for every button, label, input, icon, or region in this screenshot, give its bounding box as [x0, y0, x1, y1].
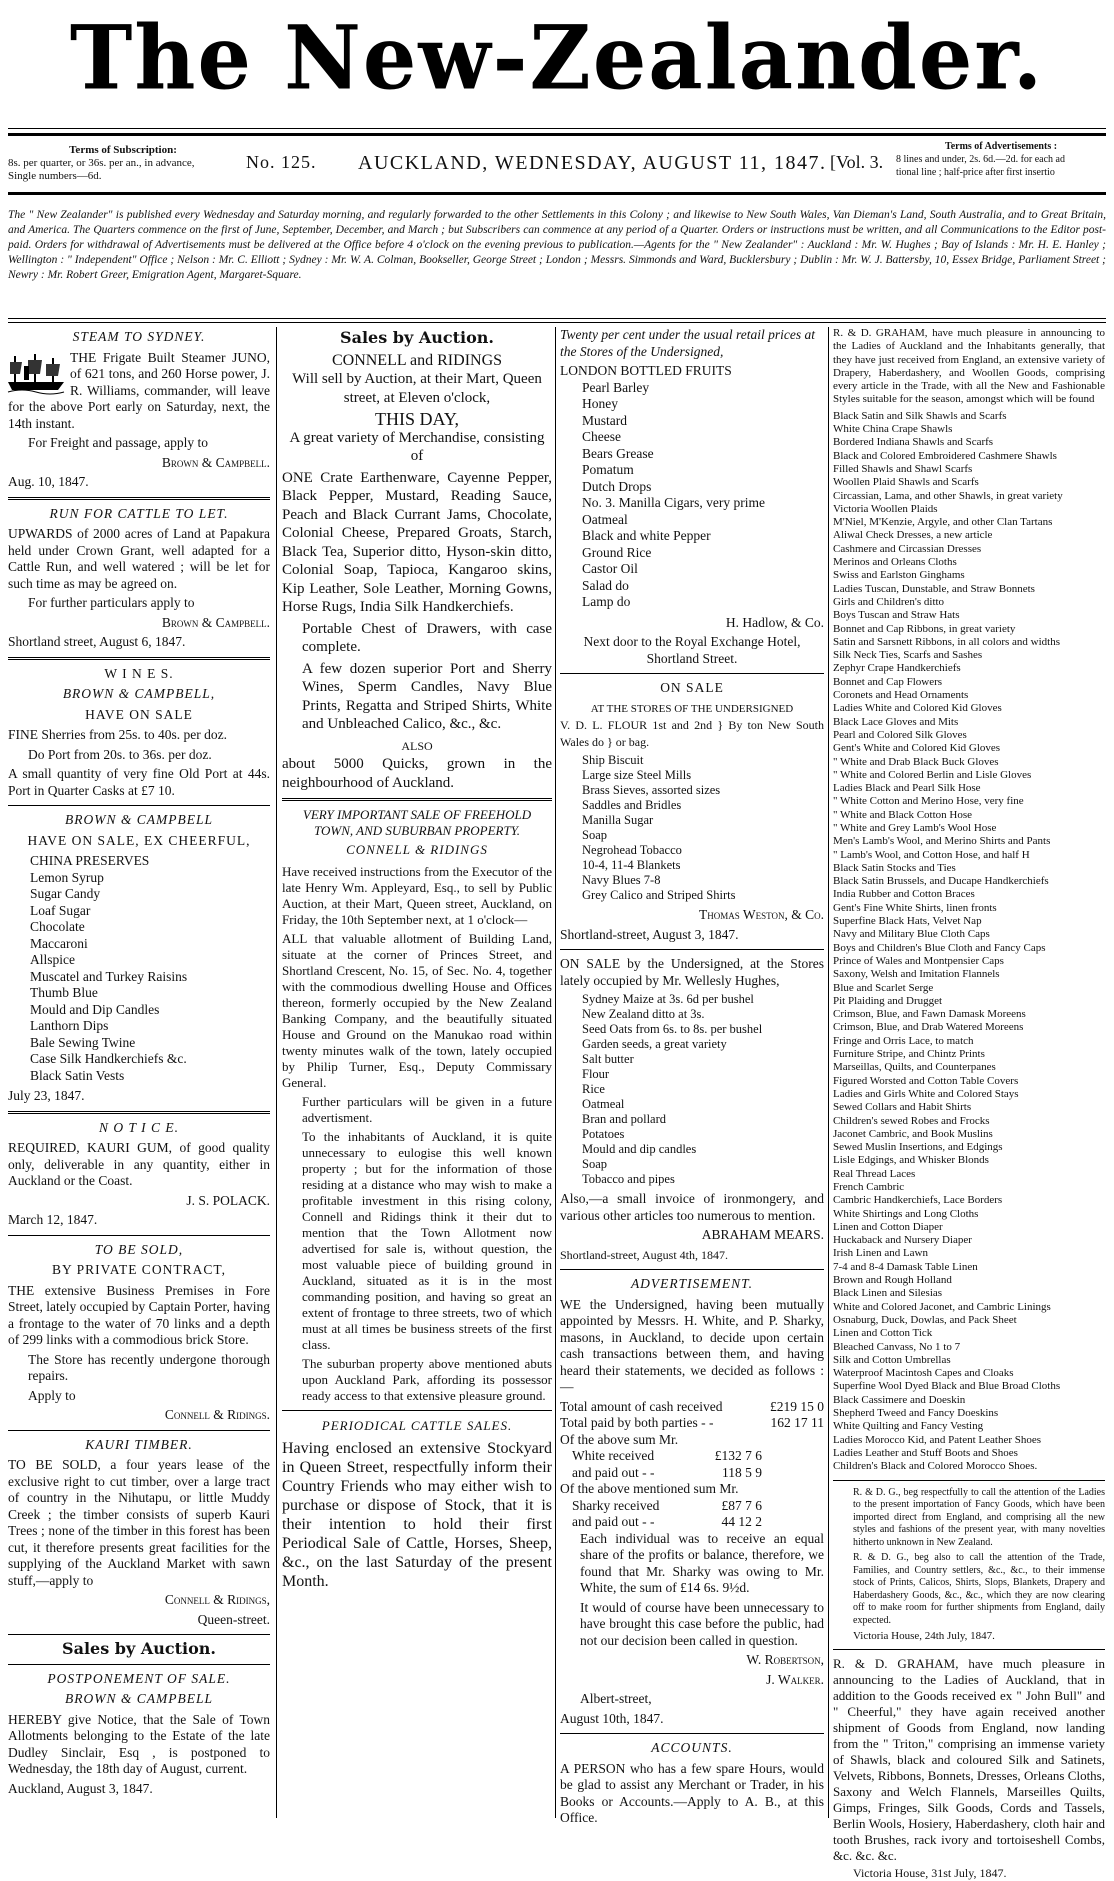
- adv-would: It would of course have been unnecessary to have brought this case before the public, had not our decision been called in question.: [580, 1599, 824, 1648]
- date: Victoria House, 31st July, 1847.: [853, 1866, 1007, 1881]
- heading: TO BE SOLD,: [94, 1241, 184, 1257]
- firm-name: BROWN & CAMPBELL,: [62, 686, 216, 701]
- list-item: 7-4 and 8-4 Damask Table Linen: [833, 1260, 978, 1273]
- weston-list: [560, 753, 824, 903]
- graham-intro: R. & D. GRAHAM, have much pleasure in announcing to the Ladies of Auckland and the Inhabitants generally, that they have just received from England, an extensive variety of Drapery, Haberdashery, and Woollen Goods, comprising every article in the Trade, with all the New and Fashionable Styles suitable for the season, amongst which will be found: [833, 327, 1105, 406]
- rule-columns-2: [8, 322, 1106, 323]
- address: Albert-street,: [580, 1691, 652, 1706]
- account-label: Sharky received: [572, 1497, 660, 1513]
- separator: [8, 1111, 270, 1114]
- list-item: Ship Biscuit: [582, 753, 644, 767]
- advertisement-line: 8 lines and under, 2s. 6d.—2d. for each ad: [896, 154, 1065, 165]
- list-item: Silk Neck Ties, Scarfs and Sashes: [833, 649, 983, 662]
- vip-text: [282, 864, 552, 1404]
- subheading: HAVE ON SALE: [85, 706, 193, 722]
- list-item: Potatoes: [582, 1127, 625, 1141]
- date: March 12, 1847.: [8, 1212, 98, 1227]
- hadlow-list: [560, 380, 824, 611]
- subscription-terms: [8, 144, 238, 183]
- column-divider: [555, 327, 556, 1818]
- list-item: Gent's Fine White Shirts, linen fronts: [833, 901, 997, 914]
- separator: [8, 657, 270, 660]
- cattle-body: Having enclosed an extensive Stockyard in Queen Street, respectfully inform their Country Friends who may either wish to purchase or dispose of Stock, that it is their intention to hold their first Periodical Sale of Cattle, Horses, Sheep, &c., on the last Saturday of the present Month.: [282, 1440, 552, 1590]
- list-item: Bonnet and Cap Ribbons, in great variety: [833, 622, 1016, 635]
- notice-body: REQUIRED, KAURI GUM, of good quality only, deliverable in any quantity, either in Auckland or the Coast.: [8, 1140, 270, 1188]
- list-item: Oatmeal: [582, 1097, 625, 1111]
- list-item: Navy and Military Blue Cloth Caps: [833, 928, 990, 941]
- subscription-title: Terms of Subscription:: [69, 144, 177, 156]
- rule-top: [8, 128, 1106, 129]
- list-item: Saddles and Bridles: [582, 798, 682, 812]
- list-item: Swiss and Earlston Ginghams: [833, 569, 965, 582]
- list-item: Negrohead Tobacco: [582, 843, 682, 857]
- signature: Connell & Ridings.: [164, 1407, 270, 1422]
- wine-line: A small quantity of very fine Old Port at 44s. Port in Quarter Casks at £7 10.: [8, 766, 270, 798]
- list-item: Children's sewed Robes and Frocks: [833, 1114, 990, 1127]
- sold-body: THE extensive Business Premises in Fore Street, lately occupied by Captain Porter, having a frontage to the water of 70 links and a depth of 299 links with a commodious brick Store.: [8, 1282, 270, 1347]
- separator: [560, 673, 824, 674]
- advertisement-line: tional line ; half-price after first insertio: [896, 167, 1055, 178]
- signature: Brown & Campbell.: [161, 614, 270, 630]
- run-apply: For further particulars apply to: [28, 595, 195, 610]
- subheading: AT THE STORES OF THE UNDERSIGNED: [590, 702, 794, 715]
- fruits-lead: LONDON BOTTLED FRUITS: [560, 363, 732, 378]
- separator: [8, 1634, 270, 1635]
- heading: STEAM TO SYDNEY.: [72, 329, 206, 344]
- list-item: Bleached Canvass, No 1 to 7: [833, 1340, 961, 1353]
- separator: [560, 1269, 824, 1270]
- list-item: Fringe and Orris Lace, to match: [833, 1034, 974, 1047]
- list-item: Boys and Children's Blue Cloth and Fancy Caps: [833, 941, 1046, 954]
- account-value: £219 15 0: [770, 1398, 824, 1414]
- list-item: " White and Black Cotton Hose: [833, 808, 973, 821]
- list-item: Black and Colored Embroidered Cashmere Shawls: [833, 449, 1057, 462]
- list-item: Linen and Cotton Diaper: [833, 1220, 943, 1233]
- account-row: [560, 1498, 762, 1515]
- dateline: [8, 140, 1106, 188]
- heading: ACCOUNTS.: [651, 1740, 733, 1755]
- signature: Thomas Weston, & Co.: [699, 907, 824, 922]
- column-3: [560, 327, 824, 1825]
- steamship-icon: [8, 352, 64, 396]
- sold-body: The Store has recently undergone thorough repairs.: [28, 1351, 270, 1383]
- list-item: Dutch Drops: [582, 478, 652, 494]
- list-item: Grey Calico and Striped Shirts: [582, 888, 736, 902]
- list-item: India Rubber and Cotton Braces: [833, 888, 975, 901]
- list-item: 10-4, 11-4 Blankets: [582, 858, 681, 872]
- list-item: Black Linen and Silesias: [833, 1287, 943, 1300]
- account-row: [560, 1465, 762, 1482]
- separator: [8, 1235, 270, 1236]
- separator: [560, 1733, 824, 1734]
- list-item: Black Satin Stocks and Ties: [833, 861, 956, 874]
- list-item: M'Niel, M'Kenzie, Argyle, and other Clan Tartans: [833, 516, 1053, 529]
- volume: [Vol. 3.: [830, 152, 884, 172]
- list-item: Lisle Edgings, and Whisker Blonds: [833, 1154, 989, 1167]
- account-row: [560, 1399, 824, 1416]
- list-item: Aliwal Check Dresses, a new article: [833, 529, 993, 542]
- list-item: Pearl Barley: [582, 379, 650, 395]
- list-item: Children's Black and Colored Morocco Shoes.: [833, 1460, 1038, 1473]
- subheading: HAVE ON SALE, EX CHEERFUL,: [27, 832, 251, 848]
- account-label: and paid out - -: [572, 1464, 655, 1480]
- list-item: Manilla Sugar: [582, 813, 654, 827]
- vip-body: Have received instructions from the Executor of the late Henry Wm. Appleyard, Esq., to sell by Public Auction, at their Mart, Queen street, Auckland, on Friday, the 10th September next, at 1 o'clock—: [282, 863, 552, 927]
- account-value: 162 17 11: [770, 1415, 824, 1430]
- list-item: Black Satin and Silk Shawls and Scarfs: [833, 409, 1007, 422]
- list-item: Lanthorn Dips: [30, 1018, 109, 1033]
- sold-apply: Apply to: [28, 1387, 76, 1403]
- list-item: Cheese: [582, 429, 621, 444]
- list-item: Real Thread Laces: [833, 1167, 916, 1180]
- list-item: Oatmeal: [582, 511, 628, 527]
- list-item: Merinos and Orleans Cloths: [833, 556, 957, 569]
- list-item: Lamp do: [582, 594, 631, 609]
- date: August 10th, 1847.: [560, 1710, 664, 1726]
- account-label: and paid out - -: [572, 1514, 655, 1529]
- list-item: Case Silk Handkerchiefs &c.: [30, 1051, 187, 1066]
- accounts-body: A PERSON who has a few spare Hours, would be glad to assist any Merchant or Trader, in his Books or Accounts.—Apply to A. B., at this Office.: [560, 1760, 824, 1825]
- heading: PERIODICAL CATTLE SALES.: [321, 1417, 513, 1433]
- list-item: Maccaroni: [30, 935, 88, 951]
- list-item: White Quilting and Fancy Vesting: [833, 1420, 984, 1433]
- signature: Brown & Campbell.: [161, 454, 270, 470]
- list-item: Superfine Wool Dyed Black and Blue Broad Cloths: [833, 1380, 1061, 1393]
- list-item: Garden seeds, a great variety: [582, 1037, 727, 1051]
- cheerful-list: [8, 853, 270, 1084]
- list-item: Thumb Blue: [30, 985, 98, 1000]
- adv-body: WE the Undersigned, having been mutually appointed by Messrs. H. White, and P. Sharky, masons, in Auckland, to decide upon certain cash transactions between them, and having heard their statements, we decided as follows :—: [560, 1296, 824, 1394]
- list-item: Osnaburg, Duck, Dowlas, and Pack Sheet: [833, 1313, 1017, 1326]
- list-item: Boys Tuscan and Straw Hats: [833, 609, 960, 622]
- list-item: Bale Sewing Twine: [30, 1034, 136, 1050]
- rule-columns: [8, 318, 1106, 319]
- auction-chest: Portable Chest of Drawers, with case complete.: [302, 620, 552, 655]
- advertisement-title: Terms of Advertisements :: [944, 141, 1058, 152]
- list-item: Muscatel and Turkey Raisins: [30, 968, 188, 984]
- list-item: Castor Oil: [582, 561, 638, 576]
- account-row: [560, 1415, 824, 1432]
- post-body: HEREBY give Notice, that the Sale of Town Allotments belonging to the Estate of the late Dudley Sinclair, Esq , is postponed to Wednesday, the 18th day of August, current.: [8, 1711, 270, 1776]
- account-note: Of the above sum Mr.: [560, 1431, 679, 1447]
- separator: [8, 497, 270, 500]
- list-item: Furniture Stripe, and Chintz Prints: [833, 1048, 985, 1061]
- mears-also: Also,—a small invoice of ironmongery, and various other articles too numerous to mention.: [560, 1191, 824, 1223]
- column-1: [8, 327, 270, 1818]
- list-item: Ladies Morocco Kid, and Patent Leather Shoes: [833, 1433, 1042, 1446]
- list-item: Crimson, Blue, and Drab Watered Moreens: [833, 1021, 1024, 1034]
- list-item: Seed Oats from 6s. to 8s. per bushel: [582, 1022, 763, 1036]
- list-item: Ladies Leather and Stuff Boots and Shoes: [833, 1446, 1018, 1459]
- list-item: Black Lace Gloves and Mits: [833, 715, 959, 728]
- list-item: Mould and dip candles: [582, 1142, 697, 1156]
- list-item: " Lamb's Wool, and Cotton Hose, and half H: [833, 848, 1030, 861]
- list-item: Ground Rice: [582, 544, 652, 560]
- list-item: Sydney Maize at 3s. 6d per bushel: [582, 992, 754, 1006]
- signature: J. S. POLACK.: [186, 1192, 270, 1208]
- list-item: Black Satin Brussels, and Ducape Handkerchiefs: [833, 875, 1049, 888]
- list-item: Salad do: [582, 577, 629, 593]
- list-item: Irish Linen and Lawn: [833, 1247, 928, 1260]
- issue-number: No. 125.: [246, 152, 317, 172]
- heading: RUN FOR CATTLE TO LET.: [49, 505, 229, 521]
- list-item: Marseillas, Quilts, and Counterpanes: [833, 1061, 996, 1074]
- onsale-lead: V. D. L. FLOUR 1st and 2nd } By ton New South Wales do } or bag.: [560, 718, 824, 749]
- auction-intro: Will sell by Auction, at their Mart, Queen street, at Eleven o'clock,: [292, 371, 542, 406]
- address: Next door to the Royal Exchange Hotel, Shortland Street.: [583, 634, 801, 666]
- list-item: Bears Grease: [582, 445, 654, 461]
- list-item: Prince of Wales and Montpensier Caps: [833, 954, 1004, 967]
- advertisement-terms: [896, 140, 1106, 179]
- list-item: Filled Shawls and Shawl Scarfs: [833, 462, 973, 475]
- list-item: No. 3. Manilla Cigars, very prime: [582, 495, 765, 510]
- also-label: ALSO: [401, 738, 433, 753]
- column-divider: [276, 327, 277, 1818]
- list-item: Black Satin Vests: [30, 1067, 125, 1083]
- list-item: Men's Lamb's Wool, and Merino Shirts and Pants: [833, 835, 1051, 848]
- heading: Sales by Auction.: [62, 1639, 216, 1658]
- wine-line: FINE Sherries from 25s. to 40s. per doz.: [8, 727, 227, 742]
- list-item: Black and white Pepper: [582, 528, 711, 543]
- list-item: Pit Plaiding and Drugget: [833, 994, 943, 1007]
- kauri-body: TO BE SOLD, a four years lease of the exclusive right to cut timber, over a large tract of country in the Nihutapu, or little Muddy Creek ; the timber consists of superb Kauri Trees ; none of the timber in this forest has been cut, it therefore presents great facilities for the supplying of the Auckland Market with sawn stuff,—apply to: [8, 1457, 270, 1588]
- account-row: [560, 1514, 762, 1531]
- list-item: Crimson, Blue, and Fawn Damask Moreens: [833, 1008, 1026, 1021]
- account-note: Of the above mentioned sum Mr.: [560, 1481, 739, 1496]
- agents-notice: The " New Zealander" is published every Wednesday and Saturday morning, and regularly forwarded to the other Settlements in this Colony ; and likewise to New South Wales, Van Dieman's Land, South Australia, and to Great Britain, and America. The Quarters commence on the first of June, September, December, and March ; but Subscribers can commence at any period of a Quarter. Orders or instructions must be written, and all Communications to the Editor post-paid. Orders for withdrawal of Advertisements must be delivered at the Office before 4 o'clock on the evening previous to publication.—Agents for the " New Zealander" : Auckland : Mr. W. Hughes ; Bay of Islands : Mr. H. E. Hanley ; Wellington : " Independent" Office ; Nelson : Mr. C. Elliott ; Sydney : Mr. W. A. Colman, Bookseller, George Street ; London ; Messrs. Simmonds and Ward, Bucklersbury ; Dublin : Mr. W. J. Battersby, 10, Essex Bridge, Parliament Street ; Newry : Mr. Robert Greer, Emigration Agent, Margaret-Square.: [8, 209, 1106, 281]
- account-row: [560, 1448, 762, 1465]
- list-item: Ladies White and Colored Kid Gloves: [833, 702, 1002, 715]
- separator: [8, 1430, 270, 1431]
- separator: [833, 1649, 1105, 1650]
- list-item: " White and Drab Black Buck Gloves: [833, 755, 999, 768]
- list-item: Saxony, Welsh and Imitation Flannels: [833, 968, 1000, 981]
- date: Victoria House, 24th July, 1847.: [853, 1630, 995, 1643]
- date: Auckland, August 3, 1847.: [8, 1780, 153, 1796]
- account-label: Total amount of cash received: [560, 1398, 723, 1414]
- heading: VERY IMPORTANT SALE OF FREEHOLD TOWN, AND SUBURBAN PROPERTY.: [302, 807, 532, 838]
- list-item: Navy Blues 7-8: [582, 873, 661, 887]
- heading: ON SALE: [660, 680, 724, 695]
- subheading: BY PRIVATE CONTRACT,: [52, 1262, 226, 1277]
- signature: Queen-street.: [197, 1611, 270, 1627]
- list-item: Satin and Sarsnett Ribbons, in all colors and widths: [833, 635, 1061, 648]
- list-item: Bonnet and Cap Flowers: [833, 675, 943, 688]
- adv-each: Each individual was to receive an equal share of the profits or balance, therefore, we found that Mr. Sharky was owing to Mr. White, the sum of £14 6s. 9½d.: [580, 1530, 824, 1595]
- list-item: Ladies Black and Pearl Silk Hose: [833, 782, 981, 795]
- firm-name: BROWN & CAMPBELL: [65, 812, 213, 827]
- steam-body: THE Frigate Built Steamer JUNO, of 621 tons, and 260 Horse power, J. R. Williams, commander, will leave for the above Port early on Saturday, next, the 14th instant.: [8, 349, 270, 431]
- heading: N O T I C E.: [98, 1119, 179, 1135]
- list-item: Flour: [582, 1067, 610, 1081]
- heading: W I N E S.: [104, 665, 174, 681]
- list-item: Mould and Dip Candles: [30, 1001, 160, 1017]
- account-value: £132 7 6: [714, 1448, 762, 1463]
- mears-list: [560, 992, 824, 1187]
- subscription-line: 8s. per quarter, or 36s. per an., in advance,: [8, 157, 195, 169]
- list-item: Bran and pollard: [582, 1112, 667, 1126]
- separator: [282, 1410, 552, 1411]
- list-item: Blue and Scarlet Serge: [833, 981, 934, 994]
- auction-variety: A great variety of Merchandise, consisting of: [289, 429, 545, 464]
- list-item: Allspice: [30, 952, 75, 967]
- list-item: Rice: [582, 1082, 605, 1096]
- place-date: AUCKLAND, WEDNESDAY, AUGUST 11, 1847.: [358, 152, 827, 174]
- heading: ADVERTISEMENT.: [630, 1276, 754, 1291]
- list-item: Circassian, Lama, and other Shawls, in great variety: [833, 489, 1063, 502]
- list-item: Ladies Tuscan, Dunstable, and Straw Bonnets: [833, 582, 1035, 595]
- column-divider: [828, 327, 829, 1818]
- list-item: Coronets and Head Ornaments: [833, 689, 969, 702]
- list-item: CHINA PRESERVES: [30, 853, 150, 868]
- list-item: Tobacco and pipes: [582, 1172, 675, 1186]
- heading: POSTPONEMENT OF SALE.: [47, 1670, 231, 1686]
- list-item: " White and Grey Lamb's Wool Hose: [833, 821, 997, 834]
- firm-name: CONNELL and RIDINGS: [331, 351, 503, 369]
- list-item: Large size Steel Mills: [582, 768, 692, 782]
- list-item: French Cambric: [833, 1181, 905, 1193]
- date: Shortland-street, August 4th, 1847.: [560, 1247, 728, 1262]
- signature: ABRAHAM MEARS.: [701, 1227, 824, 1242]
- rule-mid: [8, 192, 1106, 195]
- list-item: Honey: [582, 396, 618, 411]
- steam-freight: For Freight and passage, apply to: [28, 435, 208, 450]
- list-item: White Shirtings and Long Cloths: [833, 1207, 979, 1220]
- list-item: Huckaback and Nursery Diaper: [833, 1234, 972, 1247]
- list-item: Black Cassimere and Doeskin: [833, 1393, 966, 1406]
- list-item: Brown and Rough Holland: [833, 1274, 952, 1287]
- list-item: Woollen Plaid Shawls and Scarfs: [833, 476, 979, 489]
- vip-inhab: To the inhabitants of Auckland, it is quite unnecessary to eulogise this well known property ; but for the information of those residing at a distance who may wish to make a profitable investment in this rising colony, Connell and Ridings think it their dut to mention that the Town Allotment now advertised for sale is, without question, the most valuable piece of building ground in Auckland, situated as it is in the most commanding position, and having so great an extent of frontage to three streets, two of which must at all times be business streets of the first class.: [302, 1128, 552, 1352]
- list-item: Silk and Cotton Umbrellas: [833, 1353, 951, 1366]
- list-item: Soap: [582, 828, 607, 842]
- auction-goods: ONE Crate Earthenware, Cayenne Pepper, Black Pepper, Mustard, Reading Sauce, Peach and Black Currant Jams, Chocolate, Colonial Cheese, Prepared Groats, Starch, Black Tea, Superior ditto, Hyson-skin ditto, Colonial Soap, Tapioca, Kangaroo skins, Kip Leather, Sole Leather, Morning Gowns, Horse Rugs, India Silk Handkerchiefs.: [282, 469, 552, 615]
- date: Shortland-street, August 3, 1847.: [560, 926, 739, 942]
- list-item: Sewed Collars and Habit Shirts: [833, 1101, 972, 1114]
- vip-further: Further particulars will be given in a future advertisment.: [302, 1093, 552, 1125]
- list-item: Pearl and Colored Silk Gloves: [833, 728, 967, 741]
- run-body: UPWARDS of 2000 acres of Land at Papakura held under Crown Grant, well adapted for a Cattle Run, and well watered ; will be let for such time as may be agreed on.: [8, 526, 270, 591]
- date: Shortland street, August 6, 1847.: [8, 634, 186, 649]
- heading: KAURI TIMBER.: [85, 1436, 193, 1452]
- separator: [560, 949, 824, 950]
- list-item: " White Cotton and Merino Hose, very fine: [833, 795, 1024, 808]
- list-item: Sugar Candy: [30, 886, 101, 901]
- list-item: " White and Colored Berlin and Lisle Gloves: [833, 768, 1032, 781]
- list-item: White and Colored Jaconet, and Cambric Linings: [833, 1300, 1051, 1313]
- account-label: White received: [572, 1448, 655, 1463]
- subscription-line: Single numbers—6d.: [8, 170, 102, 182]
- list-item: Gent's White and Colored Kid Gloves: [833, 742, 1001, 755]
- column-4: [833, 327, 1105, 1881]
- heading: Twenty per cent under the usual retail prices at the Stores of the Undersigned,: [560, 327, 815, 359]
- list-item: Linen and Cotton Tick: [833, 1327, 933, 1340]
- list-item: Pomatum: [582, 462, 634, 477]
- signature: W. Robertson,: [746, 1652, 824, 1667]
- account-value: 118 5 9: [722, 1464, 762, 1480]
- list-item: Ladies and Girls White and Colored Stays: [833, 1087, 1019, 1100]
- list-item: Sewed Muslin Insertions, and Edgings: [833, 1141, 1003, 1154]
- masthead-title: The New-Zealander.: [69, 5, 1045, 110]
- firm-name: BROWN & CAMPBELL: [65, 1691, 213, 1706]
- list-item: Lemon Syrup: [30, 869, 104, 885]
- mears-body: ON SALE by the Undersigned, at the Stores lately occupied by Mr. Wellesly Hughes,: [560, 956, 824, 988]
- separator: [8, 805, 270, 806]
- list-item: Waterproof Macintosh Capes and Cloaks: [833, 1367, 1014, 1380]
- vip-all: ALL that valuable allotment of Building Land, situate at the corner of Princes Street, and Shortland Crescent, No. 15, of Sec. No. 4, together with the commodious dwelling House and Offices thereon, formerly occupied by the New Zealand Banking Company, and the beautifully situated House and Ground on the Manukao road within twenty minutes walk of the town, lately occupied by Philip Turner, Esq., Deputy Commissary General.: [282, 930, 552, 1090]
- list-item: Bordered Indiana Shawls and Scarfs: [833, 436, 994, 449]
- list-item: Mustard: [582, 412, 627, 428]
- graham-note: R. & D. G., beg also to call the attention of the Trade, Families, and Country settlers, &c., &c., to their immense stock of Prints, Calicos, Shirts, Slops, Blankets, Drapery and Haberdashery Goods, &c., &c., which they are now clearing off to make room for further shipments from England, daily expected.: [853, 1552, 1105, 1626]
- separator: [282, 798, 552, 801]
- date: Aug. 10, 1847.: [8, 474, 89, 489]
- graham-intro-2: R. & D. GRAHAM, have much pleasure in announcing to the Ladies of Auckland, that in addition to the Goods received ex " John Bull" and " Cheerful," they have again received another shipment of Goods from England, now landing from the " Triton," comprising an immense variety of Shawls, black and coloured Silk and Satinets, Velvets, Ribbons, Bonnets, Dresses, Orleans Cloths, Saxony and Welch Flannels, Marseilles Quilts, Gimps, Fringes, Silk Goods, Cords and Tassels, Berlin Wools, Hosiery, Haberdashery, cloth hair and tooth Brushes, rack ivory and tortoiseshell Combs, &c. &c. &c.: [833, 1656, 1105, 1864]
- list-item: White China Crape Shawls: [833, 423, 953, 436]
- account-label: Total paid by both parties - -: [560, 1415, 714, 1430]
- list-item: Girls and Children's ditto: [833, 595, 945, 608]
- rule-top-thick: [8, 133, 1106, 136]
- list-item: Superfine Black Hats, Velvet Nap: [833, 915, 982, 928]
- signature: Connell & Ridings,: [164, 1592, 270, 1607]
- vip-suburban: The suburban property above mentioned abuts upon Auckland Park, affording its possessor ready access to that extensive pleasure ground.: [302, 1355, 552, 1403]
- list-item: Jaconet Cambric, and Book Muslins: [833, 1127, 993, 1140]
- signature: H. Hadlow, & Co.: [725, 614, 824, 630]
- list-item: Cashmere and Circassian Dresses: [833, 542, 982, 555]
- graham-list: [833, 410, 1105, 1474]
- auction-quicks: about 5000 Quicks, grown in the neighbourhood of Auckland.: [282, 756, 552, 791]
- list-item: Salt butter: [582, 1052, 634, 1066]
- separator: [833, 1480, 1105, 1481]
- heading: Sales by Auction.: [340, 328, 494, 347]
- account-value: 44 12 2: [721, 1514, 762, 1529]
- firm-name: CONNELL & RIDINGS: [346, 842, 488, 857]
- this-day: THIS DAY,: [374, 409, 460, 429]
- auction-dozens: A few dozen superior Port and Sherry Wines, Sperm Candles, Navy Blue Prints, Regatta and Striped Shirts, White and Unbleached Calico, &c., &c.: [302, 660, 552, 732]
- account-value: £87 7 6: [721, 1497, 762, 1513]
- list-item: Figured Worsted and Cotton Table Covers: [833, 1074, 1019, 1087]
- list-item: Brass Sieves, assorted sizes: [582, 783, 721, 797]
- graham-note: R. & D. G., beg respectfully to call the attention of the Ladies to the present importation of Fancy Goods, which have been imported direct from England, and comprising all the new styles and fashions of the present year, with many novelties hitherto unknown in New Zealand.: [853, 1486, 1105, 1548]
- list-item: Cambric Handkerchiefs, Lace Borders: [833, 1194, 1003, 1207]
- list-item: Shepherd Tweed and Fancy Doeskins: [833, 1407, 999, 1420]
- separator: [8, 1664, 270, 1665]
- list-item: Zephyr Crape Handkerchiefs: [833, 662, 961, 675]
- list-item: New Zealand ditto at 3s.: [582, 1007, 705, 1021]
- wine-line: Do Port from 20s. to 36s. per doz.: [28, 746, 212, 762]
- column-2: [282, 327, 552, 1818]
- date: July 23, 1847.: [8, 1088, 85, 1103]
- list-item: Victoria Woollen Plaids: [833, 502, 938, 515]
- signature: J. Walker.: [766, 1671, 824, 1687]
- list-item: Loaf Sugar: [30, 902, 91, 918]
- list-item: Chocolate: [30, 919, 85, 934]
- list-item: Soap: [582, 1157, 607, 1171]
